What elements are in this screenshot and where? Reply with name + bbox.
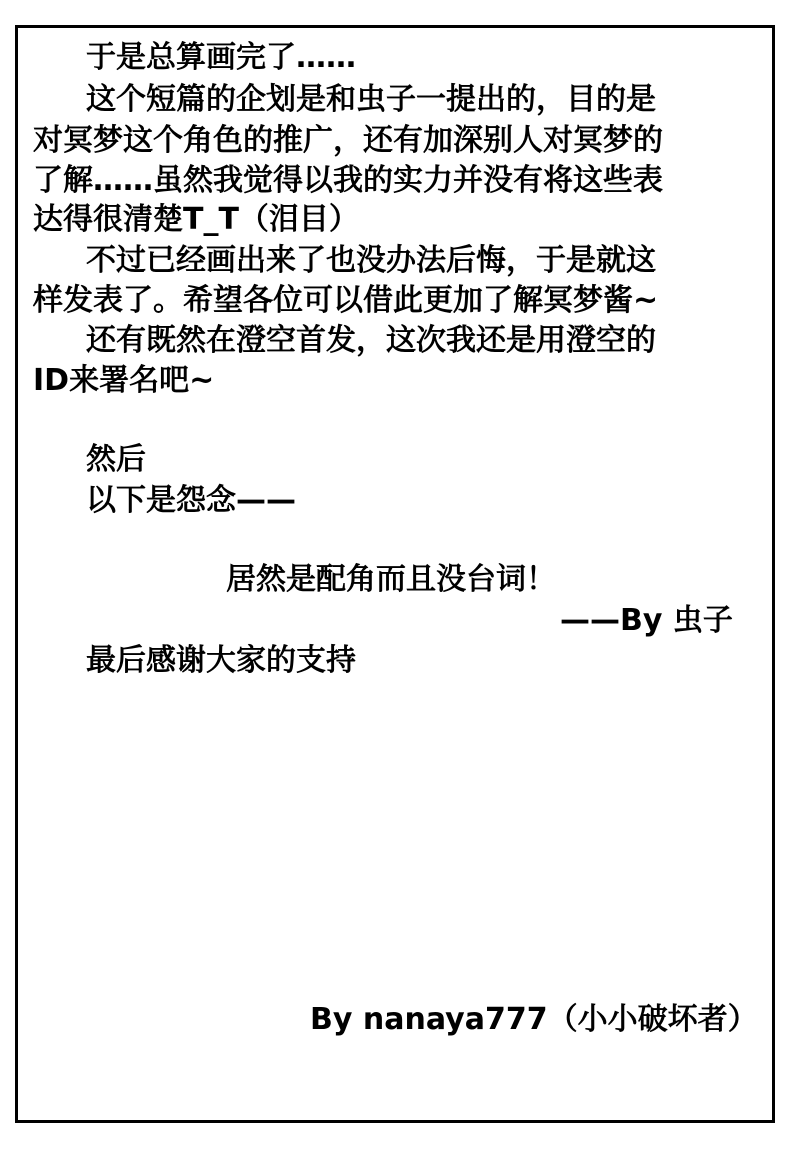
text-line-3: 对冥梦这个角色的推广，还有加深别人对冥梦的 — [33, 123, 663, 158]
text-line-8: 还有既然在澄空首发，这次我还是用澄空的 — [86, 323, 656, 358]
text-line-5: 达得很清楚T_T（泪目） — [33, 202, 359, 237]
thanks-line: 最后感谢大家的支持 — [86, 643, 356, 678]
text-line-2: 这个短篇的企划是和虫子一提出的，目的是 — [86, 82, 656, 117]
author-signature: By nanaya777（小小破坏者） — [310, 1002, 758, 1037]
text-line-4: 了解……虽然我觉得以我的实力并没有将这些表 — [33, 163, 663, 198]
text-line-1: 于是总算画完了…… — [86, 40, 356, 75]
text-line-6: 不过已经画出来了也没办法后悔，于是就这 — [86, 243, 656, 278]
text-line-11: 以下是怨念—— — [86, 483, 296, 518]
complaint-byline: ——By 虫子 — [560, 603, 733, 638]
complaint-line: 居然是配角而且没台词！ — [226, 562, 556, 597]
text-line-10: 然后 — [86, 442, 146, 477]
text-line-7: 样发表了。希望各位可以借此更加了解冥梦酱~ — [33, 283, 659, 318]
text-line-9: ID来署名吧~ — [33, 363, 215, 398]
